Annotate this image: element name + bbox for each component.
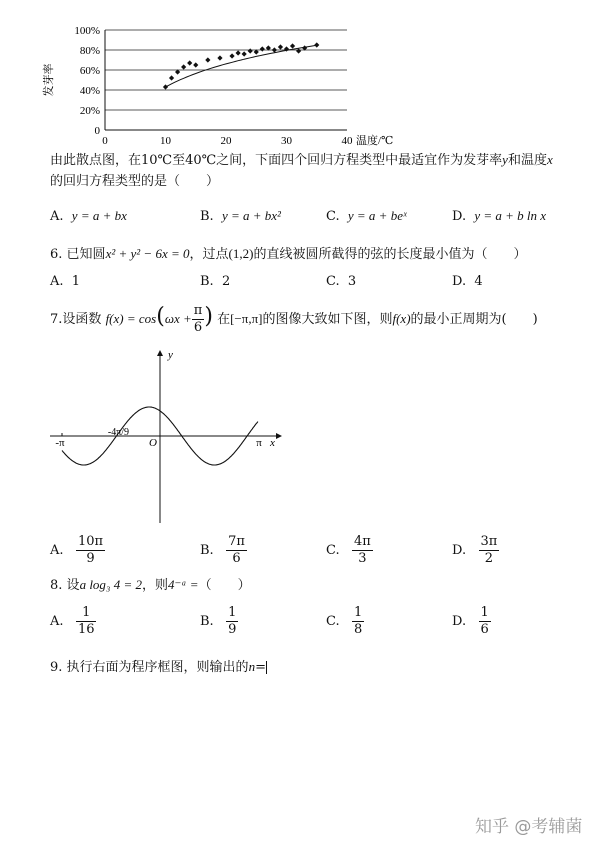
q6-point: (1,2) <box>228 246 254 261</box>
q7-fx2: f(x) <box>392 311 411 326</box>
q7-number: 7. <box>50 312 63 327</box>
q7-interval: [−π,π] <box>230 311 263 326</box>
origin-label: O <box>149 437 157 449</box>
y-axis-label: y <box>168 349 173 361</box>
y-tick-label: 80% <box>79 45 100 57</box>
watermark: 知乎 @考辅菌 <box>475 817 583 837</box>
tick-label-neg-4pi-9: -4π/9 <box>107 427 130 438</box>
q8-expr: 4⁻ᵃ = <box>167 577 199 592</box>
q8-option-a[interactable]: A. $\frac{1}{16}$ <box>50 605 95 637</box>
q6-stem: 6. 已知圆x² + y² − 6x = 0，过点(1,2)的直线被圆所截得的弦的长度最小值为（ ） <box>50 246 527 262</box>
x-tick-label: 40 <box>341 135 353 147</box>
x-tick-label: 10 <box>160 135 171 147</box>
q5-option-d-expr: y = a + b ln x <box>474 208 547 223</box>
q5-option-b[interactable]: B. y = a + bx² <box>200 208 281 224</box>
q7-option-d[interactable]: D. $\frac{3\pi}{2}$ <box>452 534 498 566</box>
x-tick-label: 20 <box>220 135 232 147</box>
q6-option-b[interactable]: B. 2 <box>200 274 231 289</box>
y-tick-label: 0 <box>94 125 100 137</box>
q7-pi-over-6: $\frac{\pi}{6}$ <box>193 303 203 335</box>
scatter-point <box>314 42 319 47</box>
q9-number: 9. <box>50 660 63 675</box>
tick-label-pi: π <box>256 437 262 449</box>
q7-option-a[interactable]: A. $\frac{10\pi}{9}$ <box>50 534 104 566</box>
y-tick-label: 60% <box>79 65 100 77</box>
fit-curve <box>166 45 317 87</box>
q6-number: 6. <box>50 247 63 262</box>
q5-option-a[interactable]: A. y = a + bx <box>50 208 127 224</box>
scatter-point <box>272 47 277 52</box>
q7-option-b[interactable]: B. $\frac{7\pi}{6}$ <box>200 534 245 566</box>
q5-var-y: y <box>502 152 508 167</box>
x-axis-label: 温度/℃ <box>356 135 394 147</box>
scatter-point <box>296 48 301 53</box>
scatter-point <box>242 51 247 56</box>
q6-option-d[interactable]: D. 4 <box>452 274 483 289</box>
q8-option-d[interactable]: D. $\frac{1}{6}$ <box>452 605 489 637</box>
y-axis-arrow <box>157 350 163 356</box>
q5-option-a-expr: y = a + bx <box>71 208 127 223</box>
scatter-point <box>169 75 174 80</box>
scatter-point <box>278 44 283 49</box>
q5-option-b-expr: y = a + bx² <box>221 208 281 223</box>
scatter-point <box>181 64 186 69</box>
scatter-point <box>187 60 192 65</box>
y-tick-label: 100% <box>74 25 100 37</box>
y-tick-label: 20% <box>79 105 100 117</box>
scatter-point <box>248 48 253 53</box>
q5-option-c-expr: y = a + beˣ <box>347 208 407 223</box>
q5-stem-mid: 和温度 <box>507 153 547 168</box>
x-axis-label: x <box>270 437 275 449</box>
text-cursor <box>266 661 267 674</box>
q8-stem: 8. 设a log₃ 4 = 2，则4⁻ᵃ =（ ） <box>50 577 251 593</box>
q7-fx: f(x) = cos <box>105 311 157 326</box>
q8-number: 8. <box>50 578 63 593</box>
q5-option-c[interactable]: C. y = a + beˣ <box>326 208 407 224</box>
q6-equation: x² + y² − 6x = 0 <box>105 246 190 261</box>
q9-stem: 9. 执行右面为程序框图，则输出的n= <box>50 659 266 675</box>
x-axis-arrow <box>276 433 282 439</box>
q6-option-c[interactable]: C. 3 <box>326 274 357 289</box>
scatter-point <box>290 43 295 48</box>
x-tick-label: 30 <box>281 135 292 147</box>
q5-option-d[interactable]: D. y = a + b ln x <box>452 208 547 224</box>
x-tick-label: 0 <box>102 135 108 147</box>
q5-var-x: x <box>546 152 553 167</box>
q7-stem: 7.设函数 f(x) = cos(ωx + $\frac{\pi}{6}$ ) 在[−π,π]的图像大致如下图，则f(x)的最小正周期为( ) <box>50 303 538 335</box>
scatter-point <box>236 50 241 55</box>
q8-option-c[interactable]: C. $\frac{1}{8}$ <box>326 605 363 637</box>
cosine-graph <box>48 348 288 526</box>
scatter-point <box>193 62 198 67</box>
scatter-point <box>163 84 168 89</box>
scatter-chart <box>40 15 420 150</box>
q5-stem-line1 <box>50 150 553 171</box>
tick-label-neg-pi: -π <box>55 437 65 449</box>
q5-stem-text: 由此散点图，在10℃至40℃之间，下面四个回归方程类型中最适宜作为发芽率 <box>50 153 503 168</box>
y-axis-label: 发芽率 <box>43 63 55 97</box>
y-tick-label: 40% <box>79 85 100 97</box>
scatter-point <box>205 57 210 62</box>
q5-stem-line2: 的回归方程类型的是（ ） <box>50 174 220 189</box>
scatter-point <box>260 46 265 51</box>
scatter-point <box>229 53 234 58</box>
scatter-point <box>217 55 222 60</box>
q6-option-a[interactable]: A. 1 <box>50 274 81 289</box>
q9-var-n: n <box>248 659 256 674</box>
q7-option-c[interactable]: C. $\frac{4\pi}{3}$ <box>326 534 371 566</box>
q8-option-b[interactable]: B. $\frac{1}{9}$ <box>200 605 237 637</box>
q8-condition: a log₃ 4 = 2 <box>79 577 142 592</box>
